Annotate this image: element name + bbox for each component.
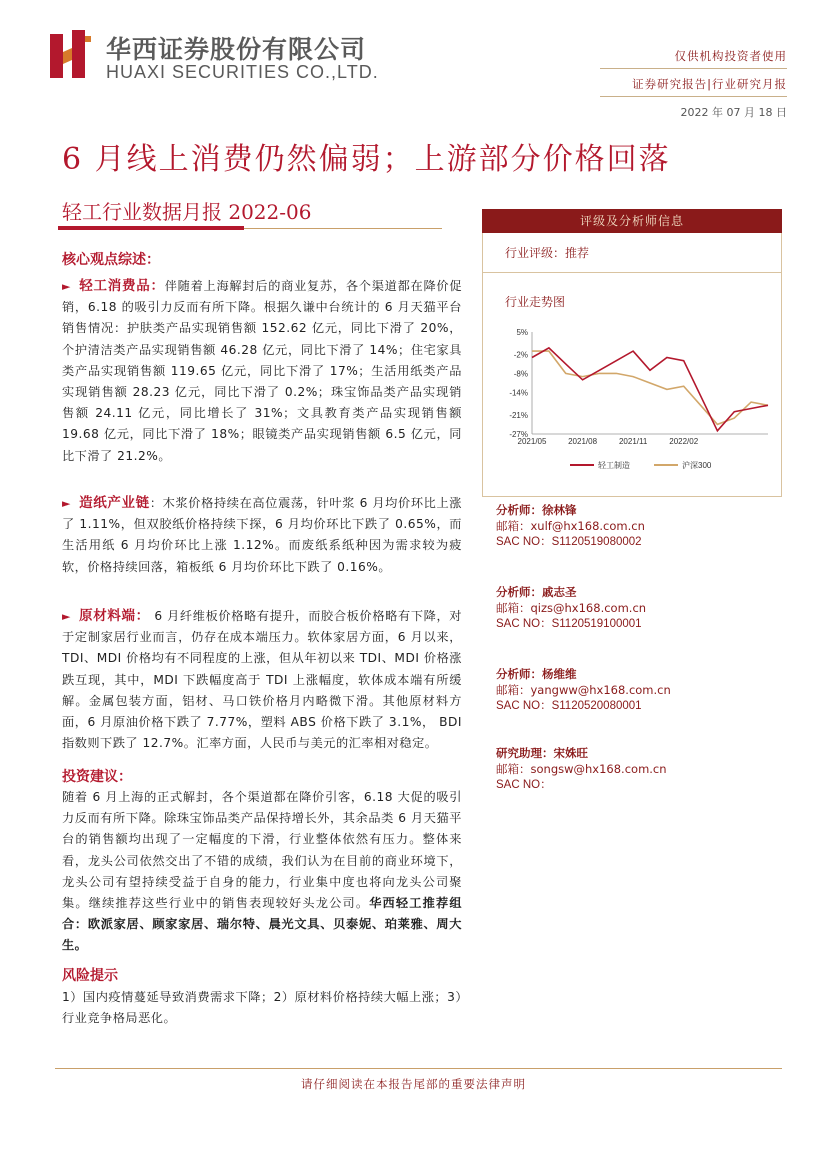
analyst-name: 分析师：戚志圣: [496, 585, 577, 599]
analyst-email: 邮箱：xulf@hx168.com.cn: [496, 519, 645, 533]
paragraph-text: 随着 6 月上海的正式解封，各个渠道都在降价引客，6.18 大促的吸引力反而有所下降。除珠宝饰品类产品保持增长外，其余品类 6 月天猫平台的销售额均出现了一定幅度的下滑，行业整体依然有压力。整体来看，龙头公司依然交出了不错的成绩，我们认为在目前的商业环境下，龙头公司有望持续受益于自身的能力，行业集中度也将向龙头公司聚集。继续推荐这些行业中的销售表现较好头龙公司。: [62, 790, 462, 911]
analyst-email: 邮箱：songsw@hx168.com.cn: [496, 762, 667, 776]
sidebar-divider: [482, 272, 782, 273]
audience-note: 仅供机构投资者使用: [674, 49, 787, 63]
huaxi-logo: [50, 30, 94, 80]
paragraph-text: 6 月纤维板价格略有提升，而胶合板价格略有下降，对于定制家居行业而言，仍存在成本端压力。软体家居方面，6 月以来，TDI、MDI 价格均有不同程度的上涨，但从年初以来 TDI、MDI 价格涨跌互现，其中，MDI 下跌幅度高于 TDI 上涨幅度，软体成本端有所缓解。金属包装方面，铝材、马口铁价格月内略微下滑。其他原材料方面，6 月原油价格下跌了 7.77%，塑料 ABS 价格下跌了 3.1%， BDI 指数则下跌了 12.7%。汇率方面，人民币与美元的汇率相对稳定。: [62, 609, 462, 751]
invest-paragraph: [62, 787, 462, 957]
core-material-paragraph: [62, 606, 462, 754]
x-tick-label: 2021/08: [568, 437, 598, 446]
analyst-sac: SAC NO：S1120519080002: [496, 536, 642, 548]
footer-rule: [55, 1068, 782, 1069]
industry-trend-chart: [490, 322, 780, 482]
x-tick-label: 2021/11: [618, 437, 648, 446]
legend-label: 沪深300: [682, 461, 712, 470]
legend-label: 轻工制造: [598, 461, 630, 470]
analyst-sac: SAC NO：: [496, 779, 552, 791]
bullet-icon: ►: [62, 610, 71, 623]
keyword: 原材料端：: [78, 608, 150, 624]
analyst-block: [496, 584, 646, 632]
analyst-name: 分析师：杨维维: [496, 667, 577, 681]
paragraph-text: ：木浆价格持续在高位震荡，针叶浆 6 月均价环比上涨了 1.11%，但双胶纸价格持续下探，6 月均价环比下跌了 0.65%，而生活用纸 6 月均价环比上涨 1.12%。而废纸系纸种因为需求较为疲软，价格持续回落，箱板纸 6 月均价环比下跌了 0.16%。: [62, 496, 462, 574]
analyst-email: 邮箱：yangww@hx168.com.cn: [496, 683, 671, 697]
y-tick-label: -2%: [513, 350, 528, 360]
keyword: 造纸产业链: [78, 495, 150, 511]
header-divider: [600, 96, 787, 97]
portfolio-text: 华西轻工推荐组合：欧派家居、顾家家居、瑞尔特、晨光文具、贝泰妮、珀莱雅、周大生。: [62, 896, 463, 953]
analyst-sac: SAC NO：S1120519100001: [496, 618, 642, 630]
subtitle-underline: [58, 226, 244, 230]
bullet-icon: ►: [62, 497, 71, 510]
y-tick-label: 5%: [516, 328, 528, 337]
report-title: 6 月线上消费仍然偏弱；上游部分价格回落: [62, 142, 671, 177]
report-type: 证券研究报告|行业研究月报: [632, 77, 787, 91]
x-tick-label: 2022/02: [669, 437, 699, 446]
x-tick-label: 2021/05: [517, 437, 547, 446]
bullet-icon: ►: [62, 280, 71, 293]
core-light-paragraph: [62, 276, 462, 467]
y-tick-label: -21%: [509, 410, 528, 420]
analyst-name: 研究助理：宋姝旺: [496, 746, 588, 760]
report-date: 2022 年 07 月 18 日: [680, 106, 787, 119]
analyst-block: [496, 745, 667, 793]
sidebar-header: 评级及分析师信息: [579, 214, 684, 228]
risk-heading: 风险提示: [62, 968, 118, 984]
header-divider: [600, 68, 787, 69]
company-name-cn: 华西证券股份有限公司: [106, 35, 367, 64]
analyst-sac: SAC NO：S1120520080001: [496, 700, 642, 712]
subtitle-rule: [244, 228, 442, 229]
company-name-en: HUAXI SECURITIES CO.,LTD.: [106, 62, 379, 82]
core-paper-paragraph: [62, 493, 462, 578]
analyst-email: 邮箱：qizs@hx168.com.cn: [496, 601, 647, 615]
y-tick-label: -27%: [509, 430, 528, 439]
analyst-block: [496, 502, 645, 550]
trend-label: 行业走势图: [505, 295, 566, 309]
core-heading: 核心观点综述：: [62, 252, 160, 268]
keyword: 轻工消费品：: [78, 278, 165, 294]
analyst-block: [496, 666, 671, 714]
risk-paragraph: 1）国内疫情蔓延导致消费需求下降；2）原材料价格持续大幅上涨；3）行业竞争格局恶化。: [62, 990, 462, 1026]
invest-heading: 投资建议：: [62, 769, 132, 785]
industry-rating: 行业评级：推荐: [505, 246, 590, 260]
footer-disclaimer: 请仔细阅读在本报告尾部的重要法律声明: [301, 1077, 526, 1091]
y-tick-label: -14%: [509, 388, 528, 398]
report-subtitle: 轻工行业数据月报 2022-06: [62, 200, 312, 224]
paragraph-text: 伴随着上海解封后的商业复苏，各个渠道都在降价促销，6.18 的吸引力反而有所下降。根据久谦中台统计的 6 月天猫平台销售情况：护肤类产品实现销售额 152.62 亿元，同比下滑了 20%，个护清洁类产品实现销售额 46.28 亿元，同比下滑了 14%；住宅家具类产品实现销售额 119.65 亿元，同比下滑了 17%；生活用纸类产品实现销售额 28.23 亿元，同比下滑了 0.2%；珠宝饰品类产品实现销售额 24.11 亿元，同比增长了 31%；文具教育类产品实现销售额 19.68 亿元，同比下滑了 18%；眼镜类产品实现销售额 6.5 亿元，同比下滑了 21.2%。: [62, 279, 463, 463]
y-tick-label: -8%: [513, 369, 528, 379]
analyst-name: 分析师：徐林锋: [496, 503, 577, 517]
